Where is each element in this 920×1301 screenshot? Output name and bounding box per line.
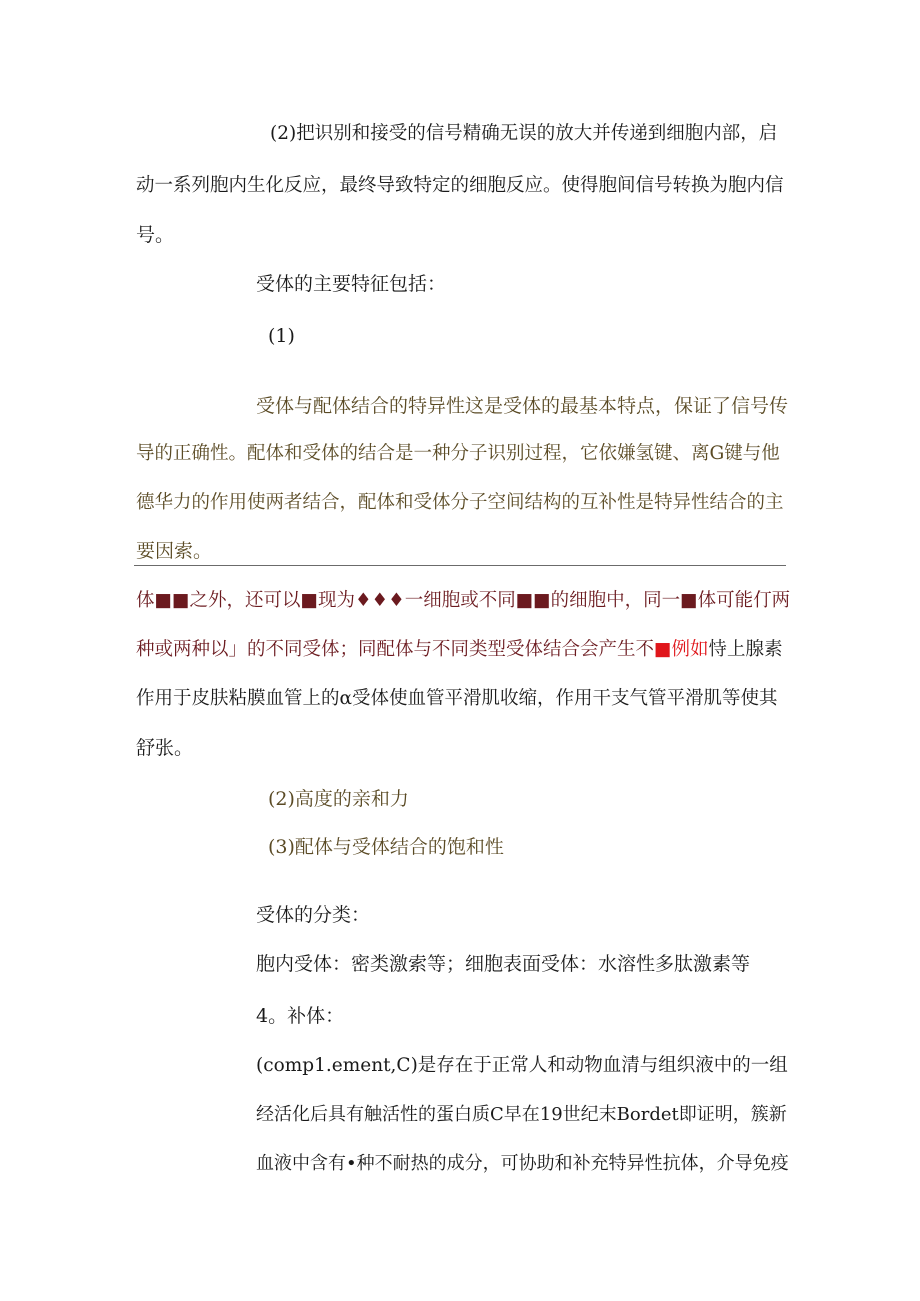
- p3-line-2-highlight: ■例如: [654, 639, 709, 660]
- p4-line-1: (comp1.ement,C)是存在于正常人和动物血清与组织液中的一组: [256, 1055, 788, 1076]
- p3-line-2-main: 种或两种以」的不同受体；同配体与不同类型受体结合会产生不: [136, 639, 655, 660]
- p4-line-3: 血液中含有•种不耐热的成分，可协助和补充特异性抗体，介导免疫: [256, 1153, 789, 1174]
- p3-line-2: [136, 637, 783, 663]
- p2-line-3: 德华力的作用使两者结合，配体和受体分子空间结构的互补性是特异性结合的主: [136, 492, 784, 513]
- classification-text: 胞内受体：密类激索等；细胞表面受体：水溶性多肽激素等: [256, 953, 751, 975]
- item-1-label: (1): [268, 325, 295, 347]
- item-2: (2)高度的亲和力: [268, 788, 409, 810]
- p1-line-2: 动一系列胞内生化反应，最终导致特定的细胞反应。使得胞间信号转换为胞内信: [136, 175, 784, 196]
- p3-line-4: 舒张。: [136, 737, 194, 759]
- separator-line: [134, 565, 786, 566]
- section-4-heading: 4。补体：: [256, 1005, 345, 1027]
- classification-heading: 受体的分类：: [256, 904, 371, 926]
- p4-line-2: 经活化后具有触活性的蛋白质C早在19世纪末Bordet即证明，簇新: [256, 1104, 787, 1125]
- p3-line-2-tail: 恃上腺素: [708, 639, 783, 660]
- p3-line-3: 作用于皮肤粘膜血管上的α受体使血管平滑肌收缩，作用干支气管平滑肌等使其: [136, 688, 778, 709]
- p2-line-4: 要因索。: [136, 540, 213, 562]
- p2-line-2: 导的正确性。配体和受体的结合是一种分子识别过程，它依嫌氢键、离G键与他: [136, 443, 780, 464]
- item-3: (3)配体与受体结合的饱和性: [268, 836, 504, 858]
- p1-line-3: 号。: [136, 224, 175, 246]
- features-heading: 受体的主要特征包括：: [256, 273, 447, 295]
- p3-line-1: 体■■之外，还可以■现为♦♦♦一细胞或不同■■的细胞中，同一■体可能仃两: [136, 590, 791, 611]
- p2-line-1: 受体与配体结合的特异性这是受体的最基本特点，保证了信号传: [256, 395, 789, 417]
- p1-line-1: (2)把识别和接受的信号精确无误的放大并传递到细胞内部，启: [270, 123, 778, 144]
